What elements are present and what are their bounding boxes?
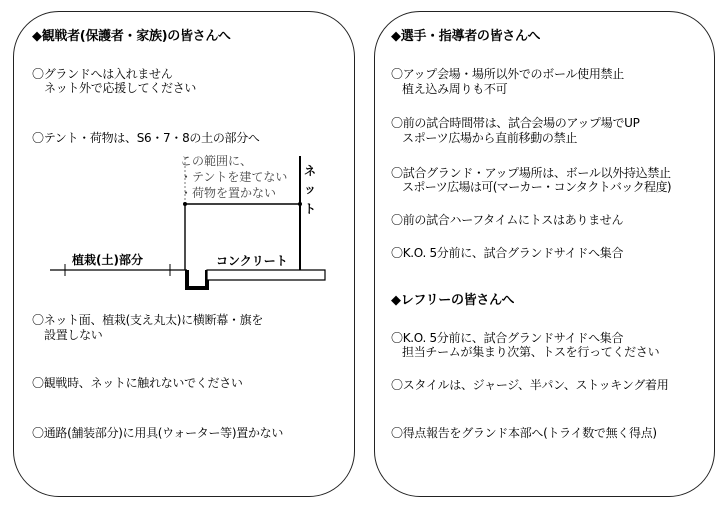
net-label-1: ネ <box>304 164 317 178</box>
players-heading: ◆選手・指導者の皆さんへ <box>391 29 541 44</box>
spectator-rule-5: 〇通路(舗装部分)に用具(ウォーター等)置かない <box>32 426 284 440</box>
referees-heading: ◆レフリーの皆さんへ <box>391 293 515 308</box>
player-rule-3: 〇試合グランド・アップ場所は、ボール以外持込禁止 <box>391 166 671 180</box>
referee-rule-1: 〇K.O. 5分前に、試合グランドサイドへ集合 <box>391 331 624 345</box>
net-label-2: ッ <box>304 182 317 196</box>
net-label-3: ト <box>304 202 317 216</box>
player-rule-2: 〇前の試合時間帯は、試合会場のアップ場でUP <box>391 116 640 130</box>
player-rule-4: 〇前の試合ハーフタイムにトスはありません <box>391 213 624 227</box>
spectator-rule-3: 〇ネット面、植栽(支え丸太)に横断幕・旗を <box>32 313 264 327</box>
concrete-label: コンクリート <box>216 254 288 268</box>
spectator-rule-1: 〇グランドへは入れません <box>32 67 173 81</box>
spectator-rule-2: 〇テント・荷物は、S6・7・8の土の部分へ <box>32 131 260 145</box>
referee-rule-1-sub: 担当チームが集まり次第、トスを行ってください <box>402 345 660 359</box>
spectator-rule-1-sub: ネット外で応援してください <box>44 81 197 95</box>
no-tent-note-3: ・荷物を置かない <box>180 186 277 200</box>
player-rule-1-sub: 植え込み周りも不可 <box>402 82 508 96</box>
no-tent-note-2: ・テントを建てない <box>180 170 288 184</box>
referee-rule-2: 〇スタイルは、ジャージ、半パン、ストッキング着用 <box>391 378 669 392</box>
player-rule-2-sub: スポーツ広場から直前移動の禁止 <box>402 131 578 145</box>
player-rule-1: 〇アップ会場・場所以外でのボール使用禁止 <box>391 67 624 81</box>
player-rule-5: 〇K.O. 5分前に、試合グランドサイドへ集合 <box>391 246 624 260</box>
no-tent-note-1: この範囲に、 <box>180 154 253 168</box>
spectator-rule-3-sub: 設置しない <box>44 328 103 342</box>
player-rule-3-sub: スポーツ広場は可(マーカー・コンタクトバック程度) <box>402 180 671 194</box>
spectator-rule-4: 〇観戦時、ネットに触れないでください <box>32 376 243 390</box>
spectators-heading: ◆観戦者(保護者・家族)の皆さんへ <box>32 29 231 44</box>
tent-area-diagram <box>30 148 340 308</box>
planting-label: 植栽(土)部分 <box>72 253 143 267</box>
referee-rule-3: 〇得点報告をグランド本部へ(トライ数で無く得点) <box>391 426 657 440</box>
